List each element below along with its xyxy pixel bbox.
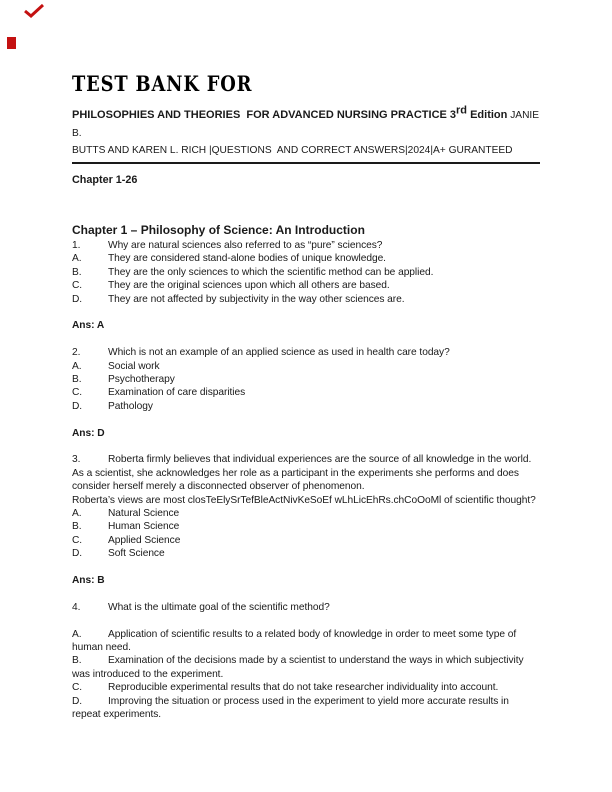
option-text: Examination of the decisions made by a scientist to understand the ways in which subjectivity was introduced to the experiment. xyxy=(72,655,524,680)
option-text: Pathology xyxy=(108,400,153,412)
option-label: C. xyxy=(72,387,83,399)
answer-option xyxy=(72,534,540,547)
answer-option xyxy=(72,373,540,386)
answer-option xyxy=(72,293,540,306)
chapter-range: Chapter 1-26 xyxy=(72,173,138,186)
option-text: They are not affected by subjectivity in the way other sciences are. xyxy=(108,293,405,305)
answer-option xyxy=(72,507,540,520)
option-text: Social work xyxy=(108,360,160,372)
question-stem xyxy=(72,239,540,252)
question-block-1 xyxy=(72,239,540,333)
option-label: A. xyxy=(72,507,82,519)
question-number: 2. xyxy=(72,347,81,359)
option-label: B. xyxy=(72,373,82,385)
answer-option xyxy=(72,360,540,373)
question-text: Roberta firmly believes that individual experiences are the source of all knowledge in the world. As a scientist, she acknowledges her role as a participant in the experiments she performs and does consider herself merely a disconnected observer of phenomenon. xyxy=(72,454,532,493)
answer-key: Ans: B xyxy=(72,574,105,586)
option-label: B. xyxy=(72,521,82,533)
page-content xyxy=(72,73,540,721)
answer-option xyxy=(72,386,540,399)
answer-option xyxy=(72,695,540,722)
question-stem xyxy=(72,346,540,359)
question-text: Why are natural sciences also referred to as “pure” sciences? xyxy=(108,239,383,251)
answer-option xyxy=(72,400,540,413)
option-text: Reproducible experimental results that do not take researcher individuality into account. xyxy=(108,682,499,694)
option-label: B. xyxy=(72,266,82,278)
option-text: Improving the situation or process used in the experiment to yield more accurate results in repeat experiments. xyxy=(72,695,509,721)
question-number: 1. xyxy=(72,239,81,251)
header-divider xyxy=(72,162,540,164)
subtitle-edition-text: Edition xyxy=(467,109,508,121)
red-square-mark xyxy=(7,37,16,49)
edition-superscript: rd xyxy=(456,104,468,117)
red-check-mark xyxy=(24,4,44,18)
question-text: Which is not an example of an applied science as used in health care today? xyxy=(108,347,450,359)
option-label: B. xyxy=(72,655,82,667)
option-text: Soft Science xyxy=(108,548,165,560)
question-stem xyxy=(72,453,540,493)
option-label: C. xyxy=(72,280,83,292)
option-label: C. xyxy=(72,534,83,546)
chapter-heading: Chapter 1 – Philosophy of Science: An Introduction xyxy=(72,222,365,237)
question-block-4 xyxy=(72,601,540,722)
option-text: Examination of care disparities xyxy=(108,387,246,399)
option-label: A. xyxy=(72,360,82,372)
answer-key: Ans: D xyxy=(72,427,105,439)
answer-option xyxy=(72,547,540,560)
option-text: They are considered stand-alone bodies of unique knowledge. xyxy=(108,253,386,265)
option-text: Applied Science xyxy=(108,534,181,546)
option-label: D. xyxy=(72,548,83,560)
author-text-line2: BUTTS AND KAREN L. RICH |QUESTIONS AND CORRECT ANSWERS|2024|A+ GURANTEED xyxy=(72,145,513,156)
answer-option xyxy=(72,654,540,681)
option-label: C. xyxy=(72,682,83,694)
option-label: D. xyxy=(72,400,83,412)
option-text: Application of scientific results to a related body of knowledge in order to meet some type of human need. xyxy=(72,628,517,653)
answer-option xyxy=(72,266,540,279)
option-text: Natural Science xyxy=(108,507,180,519)
answer-option xyxy=(72,520,540,533)
option-label: D. xyxy=(72,695,83,707)
question-text: What is the ultimate goal of the scientific method? xyxy=(108,601,330,613)
question-number: 4. xyxy=(72,601,81,613)
question-text: Roberta’s views are most closTeElySrTefBleActNivKeSoEf wLhLicEhRs.chCoOoMl of scientific thought? xyxy=(72,494,536,506)
option-text: They are the only sciences to which the scientific method can be applied. xyxy=(108,266,434,278)
question-stem xyxy=(72,601,540,614)
answer-option xyxy=(72,279,540,292)
question-number: 3. xyxy=(72,454,81,466)
option-label: A. xyxy=(72,253,82,265)
option-text: Human Science xyxy=(108,521,180,533)
answer-option xyxy=(72,252,540,265)
answer-option xyxy=(72,681,540,694)
book-subtitle xyxy=(72,104,542,160)
question-stem-continued xyxy=(72,494,540,507)
answer-option xyxy=(72,628,540,655)
subtitle-bold-text: PHILOSOPHIES AND THEORIES FOR ADVANCED NURSING PRACTICE 3 xyxy=(72,109,457,121)
option-label: A. xyxy=(72,628,82,640)
option-text: Psychotherapy xyxy=(108,373,175,385)
author-text-line1: JANIE B. xyxy=(72,110,542,139)
question-block-2 xyxy=(72,346,540,440)
page-title: TEST BANK FOR xyxy=(72,71,253,96)
option-label: D. xyxy=(72,293,83,305)
option-text: They are the original sciences upon which all others are based. xyxy=(108,280,390,292)
question-block-3 xyxy=(72,453,540,587)
answer-key: Ans: A xyxy=(72,320,105,332)
